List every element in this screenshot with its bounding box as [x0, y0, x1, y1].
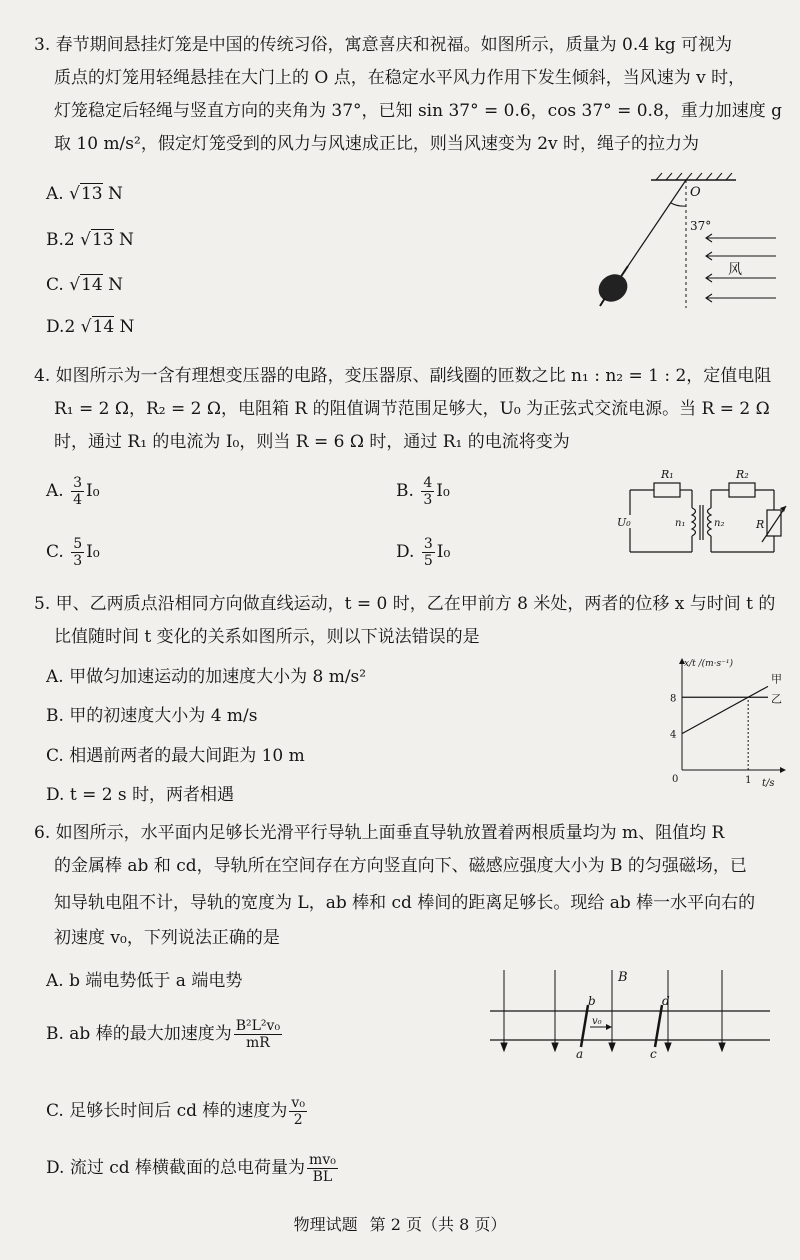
q3-option-a: A. √13 N	[46, 184, 123, 204]
q3-option-c: C. √14 N	[46, 275, 123, 295]
x-axis-arrow	[780, 767, 786, 773]
q4-option-a: A. $\frac{3}{4}$ I₀	[46, 475, 100, 508]
q5-option-d: D. t = 2 s 时，两者相遇	[46, 785, 235, 805]
y-tick-label: 4	[670, 729, 677, 741]
q6-option-a: A. b 端电势低于 a 端电势	[46, 971, 243, 991]
footer-subject: 物理试题	[293, 1215, 358, 1234]
q5-option-b: B. 甲的初速度大小为 4 m/s	[46, 706, 258, 726]
q6-line-2: 的金属棒 ab 和 cd，导轨所在空间存在方向竖直向下、磁感应强度大小为 B 的匀强磁场，已	[54, 856, 747, 876]
b-label: b	[588, 994, 596, 1008]
q5-option-c: C. 相遇前两者的最大间距为 10 m	[46, 746, 305, 766]
q4-option-d: D. $\frac{3}{5}$ I₀	[396, 536, 451, 569]
r1-resistor	[654, 483, 680, 497]
a-label: a	[576, 1047, 584, 1061]
page-footer	[0, 1212, 800, 1235]
origin-label: 0	[672, 774, 679, 785]
q5-option-a: A. 甲做匀加速运动的加速度大小为 8 m/s²	[46, 667, 367, 687]
r-label: R	[756, 518, 765, 531]
y-tick-label: 8	[670, 693, 677, 705]
q6-option-b: B. ab 棒的最大加速度为 $\frac{\text{B²L²v₀}}{mR}$	[46, 1018, 281, 1051]
xt-chart	[660, 658, 790, 788]
q4-line-1: 4. 如图所示为一含有理想变压器的电路，变压器原、副线圈的匝数之比 n₁ : n₂ = 1 : 2，定值电阻	[34, 366, 772, 386]
q3-line-4: 取 10 m/s²，假定灯笼受到的风力与风速成正比，则当风速变为 2v 时，绳子的拉力为	[54, 134, 700, 154]
q4-line-2: R₁ = 2 Ω，R₂ = 2 Ω，电阻箱 R 的阻值调节范围足够大，U₀ 为正弦式交流电源。当 R = 2 Ω	[54, 399, 770, 419]
q3-line-2: 质点的灯笼用轻绳悬挂在大门上的 O 点，在稳定水平风力作用下发生倾斜，当风速为 v 时，	[54, 68, 746, 88]
n2-label: n₂	[714, 518, 725, 529]
q6-line-3: 知导轨电阻不计，导轨的宽度为 L，ab 棒和 cd 棒间的距离足够长。现给 ab 棒一水平向右的	[54, 893, 756, 913]
transformer-circuit	[614, 460, 794, 565]
q3-option-d: D.2 √14 N	[46, 317, 135, 337]
lantern-icon	[593, 266, 632, 307]
q5-line-1: 5. 甲、乙两质点沿相同方向做直线运动，t = 0 时，乙在甲前方 8 米处，两者的位移 x 与时间 t 的	[34, 594, 776, 614]
c-label: c	[650, 1047, 657, 1061]
r1-label: R₁	[661, 468, 674, 481]
rails-figure	[490, 965, 775, 1060]
n1-label: n₁	[675, 518, 686, 529]
series-line-0	[682, 686, 768, 733]
series-label-0: 甲	[771, 672, 782, 686]
r2-label: R₂	[736, 468, 749, 481]
q6-line-1: 6. 如图所示，水平面内足够长光滑平行导轨上面垂直导轨放置着两根质量均为 m、阻值均 R	[34, 823, 725, 843]
v0-label: v₀	[592, 1016, 602, 1027]
q4-option-b: B. $\frac{4}{3}$ I₀	[396, 475, 450, 508]
q6-line-4: 初速度 v₀，下列说法正确的是	[54, 928, 280, 948]
u0-label: U₀	[617, 516, 631, 529]
x-axis-label: t/s	[762, 778, 775, 789]
q6-option-c: C. 足够长时间后 cd 棒的速度为 $\frac{\text{v₀}}{2}$	[46, 1095, 305, 1128]
b-field-label: B	[618, 970, 628, 985]
x-tick-label: 1	[745, 775, 752, 786]
r2-resistor	[729, 483, 755, 497]
footer-page: 第 2 页（共 8 页）	[369, 1215, 507, 1234]
wind-label: 风	[728, 262, 742, 278]
q3-line-3: 灯笼稳定后轻绳与竖直方向的夹角为 37°，已知 sin 37° = 0.6，cos 37° = 0.8，重力加速度 g	[54, 101, 783, 121]
series-label-1: 乙	[771, 692, 782, 706]
y-axis-label: x/t /(m·s⁻¹)	[684, 659, 734, 669]
angle-label: 37°	[690, 219, 712, 233]
lantern-figure	[596, 168, 786, 318]
q4-option-c: C. $\frac{5}{3}$ I₀	[46, 536, 100, 569]
q4-line-3: 时，通过 R₁ 的电流为 I₀，则当 R = 6 Ω 时，通过 R₁ 的电流将变为	[54, 432, 570, 452]
d-label: d	[662, 994, 670, 1008]
q6-option-d: D. 流过 cd 棒横截面的总电荷量为 $\frac{\text{mv₀}}{BL}$	[46, 1152, 336, 1185]
q5-line-2: 比值随时间 t 变化的关系如图所示，则以下说法错误的是	[54, 627, 480, 647]
q3-option-b: B.2 √13 N	[46, 230, 134, 250]
q3-line-1: 3. 春节期间悬挂灯笼是中国的传统习俗，寓意喜庆和祝福。如图所示，质量为 0.4 kg 可视为	[34, 35, 733, 55]
point-o-label: O	[690, 185, 701, 200]
